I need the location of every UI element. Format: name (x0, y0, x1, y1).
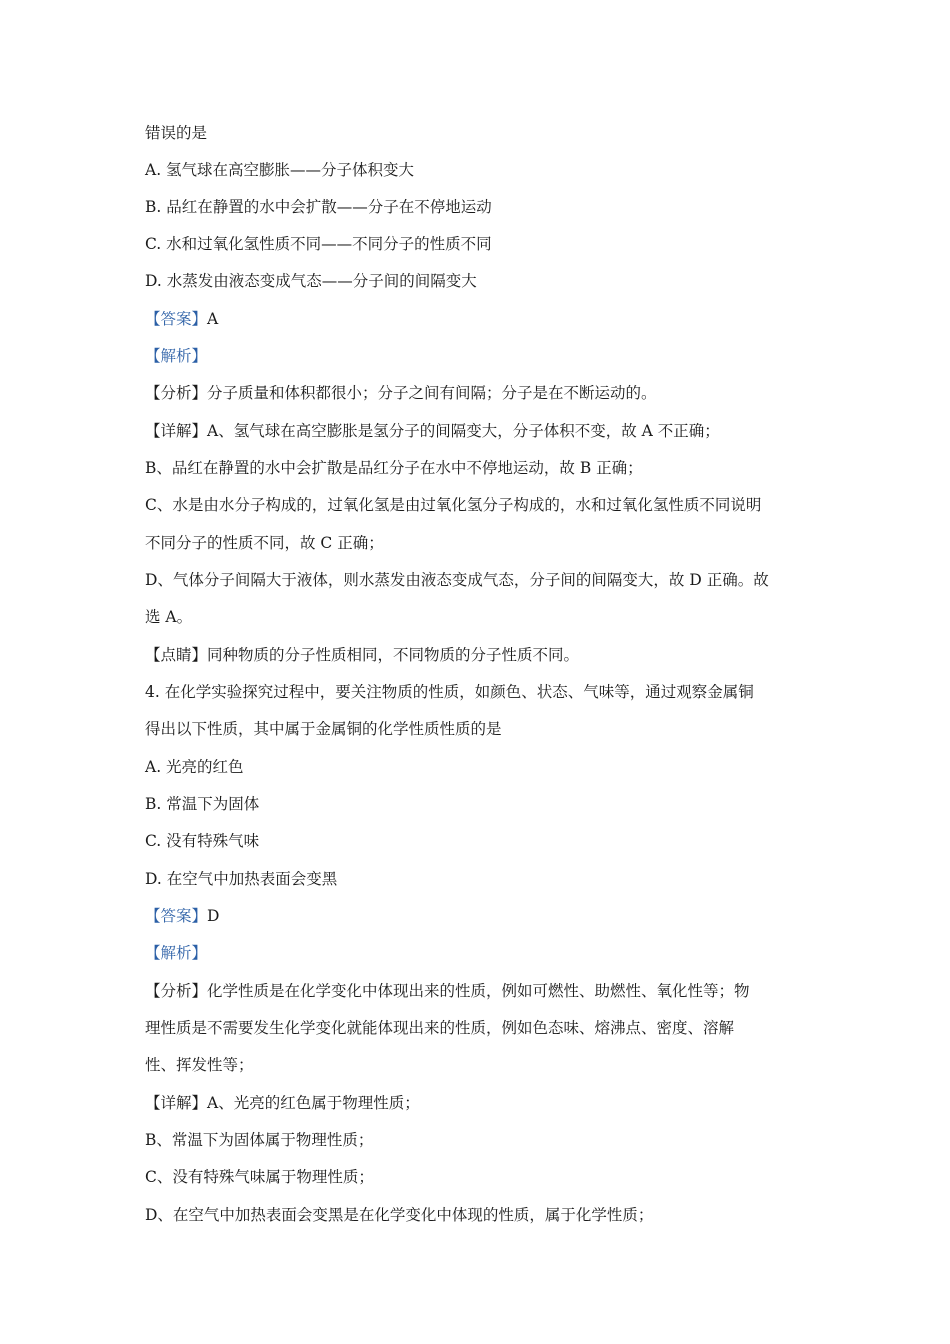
q3-dianjing-text: 同种物质的分子性质相同，不同物质的分子性质不同。 (207, 646, 580, 664)
q3-stem-end: 错误的是 (145, 124, 208, 142)
q4-xiangjie-line-4: D、在空气中加热表面会变黑是在化学变化中体现的性质，属于化学性质； (145, 1206, 654, 1224)
q3-xiangjie-line-5: D、气体分子间隔大于液体，则水蒸发由液态变成气态，分子间的间隔变大，故 D 正确。故 (145, 571, 769, 589)
q4-fenxi-line-2: 理性质是不需要发生化学变化就能体现出来的性质，例如色态味、熔沸点、密度、溶解 (145, 1019, 735, 1037)
q4-xiangjie-text-1: A、光亮的红色属于物理性质； (207, 1094, 420, 1112)
q3-fenxi-text: 分子质量和体积都很小；分子之间有间隔；分子是在不断运动的。 (207, 384, 657, 402)
q3-option-a: A. 氢气球在高空膨胀——分子体积变大 (145, 161, 415, 179)
q3-option-d: D. 水蒸发由液态变成气态——分子间的间隔变大 (145, 272, 477, 290)
q4-fenxi-tag: 【分析】 (145, 982, 208, 1000)
q4-fenxi-line-1 (145, 980, 815, 1002)
q3-xiangjie-line-4: 不同分子的性质不同，故 C 正确； (145, 534, 384, 552)
q4-xiangjie-tag: 【详解】 (145, 1094, 208, 1112)
q3-answer (145, 308, 815, 330)
q4-option-d: D. 在空气中加热表面会变黑 (145, 870, 338, 888)
q4-option-a: A. 光亮的红色 (145, 758, 244, 776)
q4-option-c: C. 没有特殊气味 (145, 832, 260, 850)
q4-stem-line-2: 得出以下性质，其中属于金属铜的化学性质性质的是 (145, 720, 502, 738)
q4-analysis-tag: 【解析】 (145, 944, 208, 962)
q4-answer-tag: 【答案】 (145, 907, 208, 925)
q3-xiangjie-tag: 【详解】 (145, 422, 208, 440)
q4-answer (145, 905, 815, 927)
q3-dianjing (145, 644, 815, 666)
q3-xiangjie-line-3: C、水是由水分子构成的，过氧化氢是由过氧化氢分子构成的，水和过氧化氢性质不同说明 (145, 496, 762, 514)
q4-answer-value: D (207, 907, 220, 925)
q4-stem-line-1: 4. 在化学实验探究过程中，要关注物质的性质，如颜色、状态、气味等，通过观察金属铜 (145, 683, 754, 701)
q4-option-b: B. 常温下为固体 (145, 795, 260, 813)
q3-fenxi-tag: 【分析】 (145, 384, 208, 402)
q3-answer-tag: 【答案】 (145, 310, 208, 328)
q4-xiangjie-line-1 (145, 1092, 815, 1114)
q4-fenxi-line-3: 性、挥发性等； (145, 1056, 254, 1074)
q3-option-b: B. 品红在静置的水中会扩散——分子在不停地运动 (145, 198, 492, 216)
q3-fenxi (145, 382, 815, 404)
q3-option-c: C. 水和过氧化氢性质不同——不同分子的性质不同 (145, 235, 492, 253)
q4-xiangjie-line-3: C、没有特殊气味属于物理性质； (145, 1168, 374, 1186)
q3-dianjing-tag: 【点睛】 (145, 646, 208, 664)
q4-fenxi-text-1: 化学性质是在化学变化中体现出来的性质，例如可燃性、助燃性、氧化性等；物 (207, 982, 750, 1000)
q4-xiangjie-line-2: B、常温下为固体属于物理性质； (145, 1131, 374, 1149)
q3-answer-value: A (207, 310, 219, 328)
q3-xiangjie-line-2: B、品红在静置的水中会扩散是品红分子在水中不停地运动，故 B 正确； (145, 459, 643, 477)
q3-analysis-tag: 【解析】 (145, 347, 208, 365)
q3-xiangjie-line-6: 选 A。 (145, 608, 193, 626)
q3-xiangjie-line-1 (145, 420, 815, 442)
q3-xiangjie-text-1: A、氢气球在高空膨胀是氢分子的间隔变大，分子体积不变，故 A 不正确； (207, 422, 720, 440)
